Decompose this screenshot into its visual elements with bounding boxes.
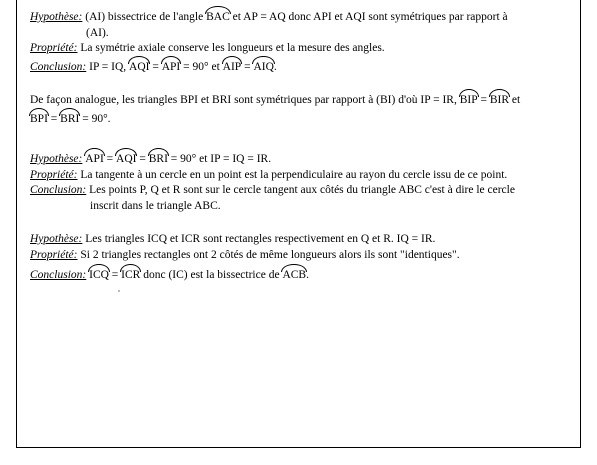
angle-aqi: AQI (116, 149, 136, 166)
spacer (30, 127, 570, 145)
spacer (30, 75, 570, 90)
document-body (30, 0, 570, 284)
text: et AP = AQ donc API et AQI sont symétriques par rapport à (229, 11, 508, 23)
text: = (136, 153, 149, 165)
hypothesis-line-1 (30, 7, 570, 26)
angle-bri: BRI (149, 149, 168, 166)
conclusion-line-3 (30, 265, 570, 284)
hypothesis-continuation: (AI). (86, 26, 109, 39)
text: = (149, 60, 162, 73)
text: donc (IC) est la bissectrice de (140, 269, 283, 281)
text: La symétrie axiale conserve les longueurs et la mesure des angles. (77, 42, 385, 54)
conclusion-label: Conclusion: (30, 184, 87, 196)
hypothesis-label: Hypothèse: (30, 11, 83, 23)
property-label: Propriété: (30, 168, 78, 181)
property-line-3 (30, 248, 570, 264)
stray-dot (118, 290, 120, 292)
text: = 90°. (79, 112, 111, 125)
text: = (108, 269, 122, 281)
angle-aip: AIP (223, 57, 242, 74)
conclusion-line-1 (30, 57, 570, 76)
property-label: Propriété: (30, 42, 78, 54)
text: = 90° et IP = IQ = IR. (167, 153, 272, 165)
text: Les points P, Q et R sont sur le cercle tangent aux côtés du triangle ABC c'est à dire le cercle (86, 184, 515, 196)
angle-bri: BRI (60, 109, 79, 126)
text: = (47, 112, 61, 125)
angle-icr: ICR (121, 265, 140, 282)
text: Les triangles ICQ et ICR sont rectangles respectivement en Q et R. IQ = IR. (82, 233, 436, 245)
hypothesis-label: Hypothèse: (30, 153, 83, 165)
angle-aiq: AIQ (253, 57, 273, 74)
text: . (273, 60, 277, 73)
text: La tangente à un cercle en un point est la perpendiculaire au rayon du cercle issu de ce point. (77, 168, 508, 181)
paragraph-line-2 (30, 109, 570, 128)
angle-aqi: AQI (129, 57, 149, 74)
text: . (306, 269, 309, 281)
angle-bir: BIR (490, 90, 509, 107)
property-line-1 (30, 41, 570, 57)
property-label: Propriété: (30, 248, 78, 261)
text: Si 2 triangles rectangles ont 2 côtés de même longueurs alors ils sont "identiques". (77, 248, 460, 261)
text: = (103, 153, 117, 165)
text: De façon analogue, les triangles BPI et BRI sont symétriques par rapport à (BI) d'où IP = IR, (30, 94, 460, 106)
text: IP = IQ, (86, 60, 130, 73)
hypothesis-label: Hypothèse: (30, 233, 83, 245)
spacer (30, 214, 570, 232)
hypothesis-line-3 (30, 232, 570, 248)
angle-bpi: BPI (30, 109, 48, 126)
conclusion-label: Conclusion: (30, 269, 87, 281)
hypothesis-line-2 (30, 149, 570, 168)
text: = (477, 94, 490, 106)
text: (AI) bissectrice de l'angle (82, 11, 207, 23)
text: = 90° et (180, 60, 223, 73)
conclusion-label: Conclusion: (30, 60, 87, 73)
angle-bip: BIP (460, 90, 478, 107)
angle-api: API (85, 149, 104, 166)
property-line-2 (30, 168, 570, 184)
angle-icq: ICQ (89, 265, 109, 282)
angle-bac: BAC (206, 7, 230, 24)
conclusion-line-2 (30, 183, 570, 199)
text: et (509, 94, 521, 106)
conclusion-continuation: inscrit dans le triangle ABC. (90, 199, 221, 212)
text: = (241, 60, 254, 73)
angle-api: API (162, 57, 181, 74)
angle-acb: ACB (282, 265, 306, 282)
paragraph-line-1 (30, 90, 570, 109)
